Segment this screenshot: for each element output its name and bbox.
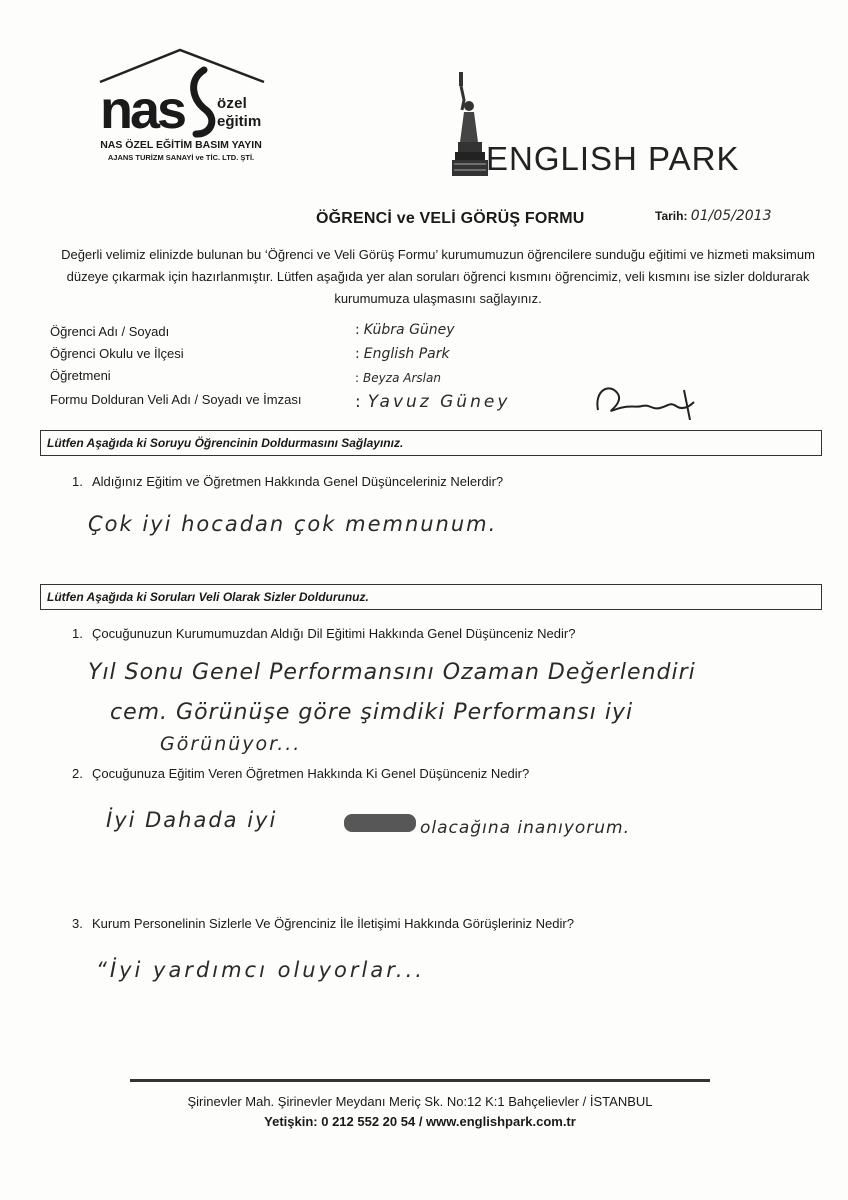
footer-address: Şirinevler Mah. Şirinevler Meydanı Meriç Sk. No:12 K:1 Bahçelievler / İSTANBUL [187, 1094, 653, 1109]
parent-signature [590, 380, 700, 420]
student-question-1 [72, 474, 503, 489]
nas-company-subtitle: AJANS TURİZM SANAYİ ve TİC. LTD. ŞTİ. [107, 153, 255, 162]
nas-logo-word: nas [100, 80, 185, 140]
date-value[interactable]: 01/05/2013 [690, 208, 772, 224]
parent-question-1 [72, 626, 575, 641]
nas-company-name: NAS ÖZEL EĞİTİM BASIM YAYIN [100, 139, 262, 151]
teacher-label: Öğretmeni [50, 368, 111, 383]
student-section-header [40, 430, 822, 456]
english-park-brand: ENGLISH PARK [486, 140, 740, 177]
parent-answer-2-part-1[interactable]: İyi Dahada iyi [106, 808, 278, 832]
nas-egitim-text: eğitim [217, 113, 262, 130]
parent-name-value: Yavuz Güney [367, 392, 511, 412]
date-field [655, 208, 772, 224]
nas-ozel-text: özel [217, 95, 247, 112]
question-text: Çocuğunuza Eğitim Veren Öğretmen Hakkında Ki Genel Düşünceniz Nedir? [92, 766, 530, 781]
question-number: 1. [72, 626, 83, 641]
question-text: Kurum Personelinin Sizlerle Ve Öğrenciniz İle İletişimi Hakkında Görüşleriniz Nedir? [92, 916, 574, 931]
parent-section-heading: Lütfen Aşağıda ki Soruları Veli Olarak Sizler Doldurunuz. [47, 590, 369, 604]
intro-paragraph: Değerli velimiz elinizde bulunan bu ‘Öğrenci ve Veli Görüş Formu’ kurumumuzun öğrencilere sunduğu eğitimi ve hizmeti maksimum düzeye çıkarmak için hazırlanmıştır. Lütfen aşağıda yer alan soruları öğrenci kısmını öğrencimiz, veli kısmını ise sizler doldurarak kurumumuza ulaşmasını sağlayınız. [61, 247, 815, 306]
school-value: English Park [363, 346, 450, 362]
parent-name-field[interactable]: : Yavuz Güney [355, 392, 511, 412]
nas-logo [92, 40, 272, 180]
question-number: 1. [72, 474, 83, 489]
footer-contact[interactable]: Yetişkin: 0 212 552 20 54 / www.englishpark.com.tr [264, 1114, 576, 1129]
student-section-heading: Lütfen Aşağıda ki Soruyu Öğrencinin Doldurmasını Sağlayınız. [47, 436, 404, 450]
student-name-label: Öğrenci Adı / Soyadı [50, 324, 170, 339]
crossed-out-scribble [344, 814, 416, 832]
teacher-field[interactable]: : Beyza Arslan [355, 371, 441, 385]
question-text: Aldığınız Eğitim ve Öğretmen Hakkında Genel Düşünceleriniz Nelerdir? [92, 474, 504, 489]
parent-answer-1-line-2[interactable]: cem. Görünüşe göre şimdiki Performansı iyi [110, 700, 634, 725]
school-label: Öğrenci Okulu ve İlçesi [50, 346, 184, 361]
date-label: Tarih: [655, 209, 688, 223]
form-title: ÖĞRENCİ ve VELİ GÖRÜŞ FORMU [316, 210, 585, 227]
question-number: 3. [72, 916, 83, 931]
parent-answer-1-line-3[interactable]: Görünüyor... [160, 733, 302, 755]
student-answer-1[interactable]: Çok iyi hocadan çok memnunum. [88, 512, 498, 536]
english-park-logo [452, 70, 792, 180]
question-text: Çocuğunuzun Kurumumuzdan Aldığı Dil Eğitimi Hakkında Genel Düşünceniz Nedir? [92, 626, 576, 641]
school-field[interactable]: : English Park [355, 346, 450, 362]
student-name-value: Kübra Güney [363, 322, 455, 338]
parent-question-2 [72, 766, 529, 781]
question-number: 2. [72, 766, 83, 781]
footer-divider [130, 1079, 710, 1082]
parent-section-header [40, 584, 822, 610]
student-name-field[interactable]: : Kübra Güney [355, 322, 455, 338]
parent-answer-3[interactable]: “İyi yardımcı oluyorlar... [96, 958, 425, 982]
parent-answer-2-part-2[interactable]: olacağına inanıyorum. [420, 818, 631, 838]
parent-name-label: Formu Dolduran Veli Adı / Soyadı ve İmzası [50, 392, 302, 407]
teacher-value: Beyza Arslan [363, 371, 441, 385]
parent-answer-1-line-1[interactable]: Yıl Sonu Genel Performansını Ozaman Değerlendiri [88, 660, 696, 685]
parent-question-3 [72, 916, 574, 931]
